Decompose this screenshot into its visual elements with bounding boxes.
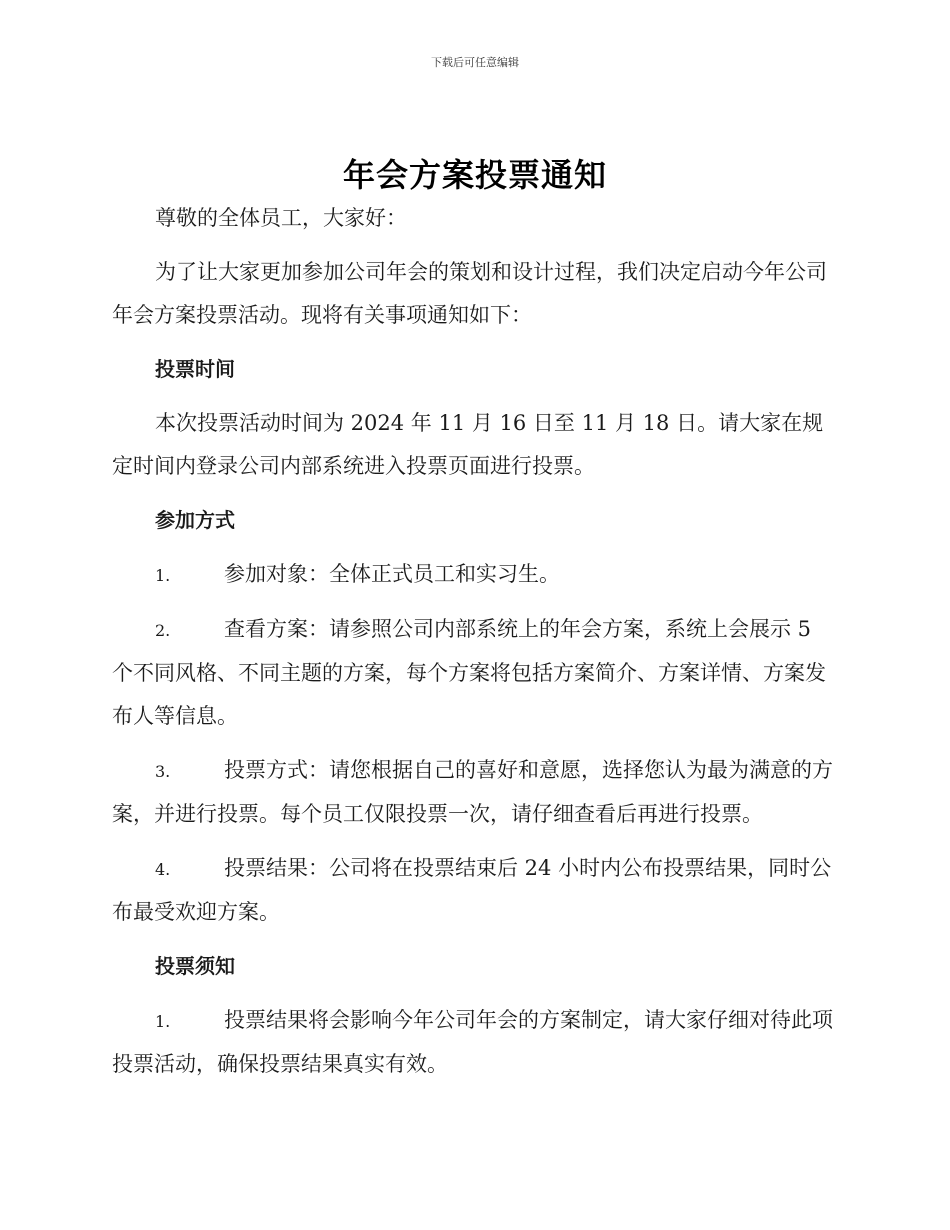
list-item-number: 3. (155, 762, 171, 781)
header-note: 下载后可任意编辑 (431, 56, 519, 69)
document-body (112, 197, 834, 1097)
list-item-text: 投票结果：公司将在投票结束后 24 小时内公布投票结果，同时公布最受欢迎方案。 (112, 856, 832, 924)
document-title: 年会方案投票通知 (342, 156, 607, 194)
list-item-text: 查看方案：请参照公司内部系统上的年会方案，系统上会展示 5 个不同风格、不同主题的方案，每个方案将包括方案简介、方案详情、方案发布人等信息。 (112, 617, 826, 728)
greeting-paragraph: 尊敬的全体员工，大家好： (155, 206, 407, 230)
section-heading-notice: 投票须知 (155, 954, 235, 978)
list-item-text: 参加对象：全体正式员工和实习生。 (224, 562, 560, 586)
list-item-text: 投票结果将会影响今年公司年会的方案制定，请大家仔细对待此项投票活动，确保投票结果真实有效。 (112, 1008, 833, 1076)
section-heading-time: 投票时间 (155, 357, 235, 381)
list-item (112, 608, 834, 738)
list-item-number: 2. (155, 621, 171, 640)
list-item (112, 553, 834, 597)
list-item (112, 749, 834, 836)
list-item-number: 1. (155, 566, 171, 585)
list-item (112, 999, 834, 1086)
section-heading-method: 参加方式 (155, 508, 235, 532)
list-item-number: 1. (155, 1012, 171, 1031)
list-item (112, 847, 834, 934)
intro-paragraph: 为了让大家更加参加公司年会的策划和设计过程，我们决定启动今年公司年会方案投票活动。现将有关事项通知如下： (112, 260, 827, 327)
time-paragraph: 本次投票活动时间为 2024 年 11 月 16 日至 11 月 18 日。请大家在规定时间内登录公司内部系统进入投票页面进行投票。 (112, 411, 824, 478)
list-item-text: 投票方式：请您根据自己的喜好和意愿，选择您认为最为满意的方案，并进行投票。每个员工仅限投票一次，请仔细查看后再进行投票。 (112, 758, 833, 826)
list-item-number: 4. (155, 860, 171, 879)
